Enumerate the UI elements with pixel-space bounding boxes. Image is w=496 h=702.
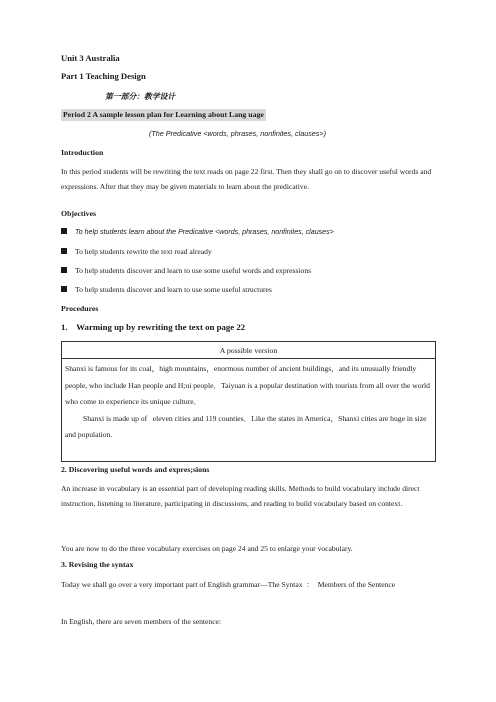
step-2-heading: 2. Discovering useful words and expres;sions	[61, 465, 210, 474]
step-2-text: An increase in vocabulary is an essential part of developing reading skills. Methods to build vocabulary include direct instruction, listening to literature, participating in discussions, and reading to build vocabulary based on context.	[61, 484, 420, 508]
step-2-instruction: You are now to do the three vocabulary exercises on page 24 and 25 to enlarge your vocabulary.	[61, 544, 353, 553]
step-3-text: Today we shall go over a very important part of English grammar—The Syntax ： Members of the Sentence	[61, 580, 396, 589]
procedures-heading: Procedures	[61, 304, 99, 313]
square-bullet-icon	[61, 228, 67, 234]
introduction-text: In this period students will be rewriting the text reads on page 22 first. Then they shall go on to discover useful words and expressions. After that they may be given materials to learn about the predicative.	[61, 167, 432, 191]
period-heading	[61, 110, 266, 119]
box-header: A possible version	[62, 342, 435, 359]
objective-text: To help students discover and learn to use some useful words and expressions	[75, 266, 312, 275]
objective-text: To help students rewrite the text read already	[75, 247, 212, 256]
objective-text: To help students discover and learn to use some useful structures	[75, 285, 272, 294]
objective-item	[61, 247, 212, 256]
objective-item	[61, 285, 272, 294]
objective-text: To help students learn about the Predicative <words, phrases, nonfinites, clauses>	[75, 228, 334, 236]
unit-title: Unit 3 Australia	[61, 53, 120, 63]
box-body	[65, 361, 433, 444]
objective-item	[61, 266, 311, 275]
square-bullet-icon	[61, 286, 67, 292]
objectives-heading: Objectives	[61, 209, 97, 218]
square-bullet-icon	[61, 248, 67, 254]
part-title: Part 1 Teaching Design	[61, 71, 146, 81]
procedure-step-1: 1. Warming up by rewriting the text on page 22	[61, 322, 246, 332]
box-paragraph-2: Shanxi is made up of eleven cities and 119 counties．Like the states in America，Shanxi cities are huge in size and population.	[65, 413, 429, 439]
cn-subtitle: 第一部分：教学设计	[105, 92, 176, 101]
square-bullet-icon	[61, 267, 67, 273]
possible-version-box	[61, 341, 436, 462]
step-3-heading: 3. Revising the syntax	[61, 560, 134, 569]
step-3-members: In English, there are seven members of the sentence:	[61, 617, 222, 626]
predicative-subtitle: (The Predicative <words, phrases, nonfinites, clauses>)	[149, 129, 326, 138]
period-heading-text: Period 2 A sample lesson plan for Learning about Lang uage	[63, 110, 264, 119]
box-paragraph-1: Shanxi is famous for its coal，high mountains，enormous number of ancient buildings，and its unusually friendly people, who include Han people and H;ui people．Taiyuan is a popular destination with tourists from all over the world who come to experience its unique culture．	[65, 364, 430, 406]
objective-item	[61, 228, 334, 236]
introduction-heading: Introduction	[61, 148, 104, 157]
